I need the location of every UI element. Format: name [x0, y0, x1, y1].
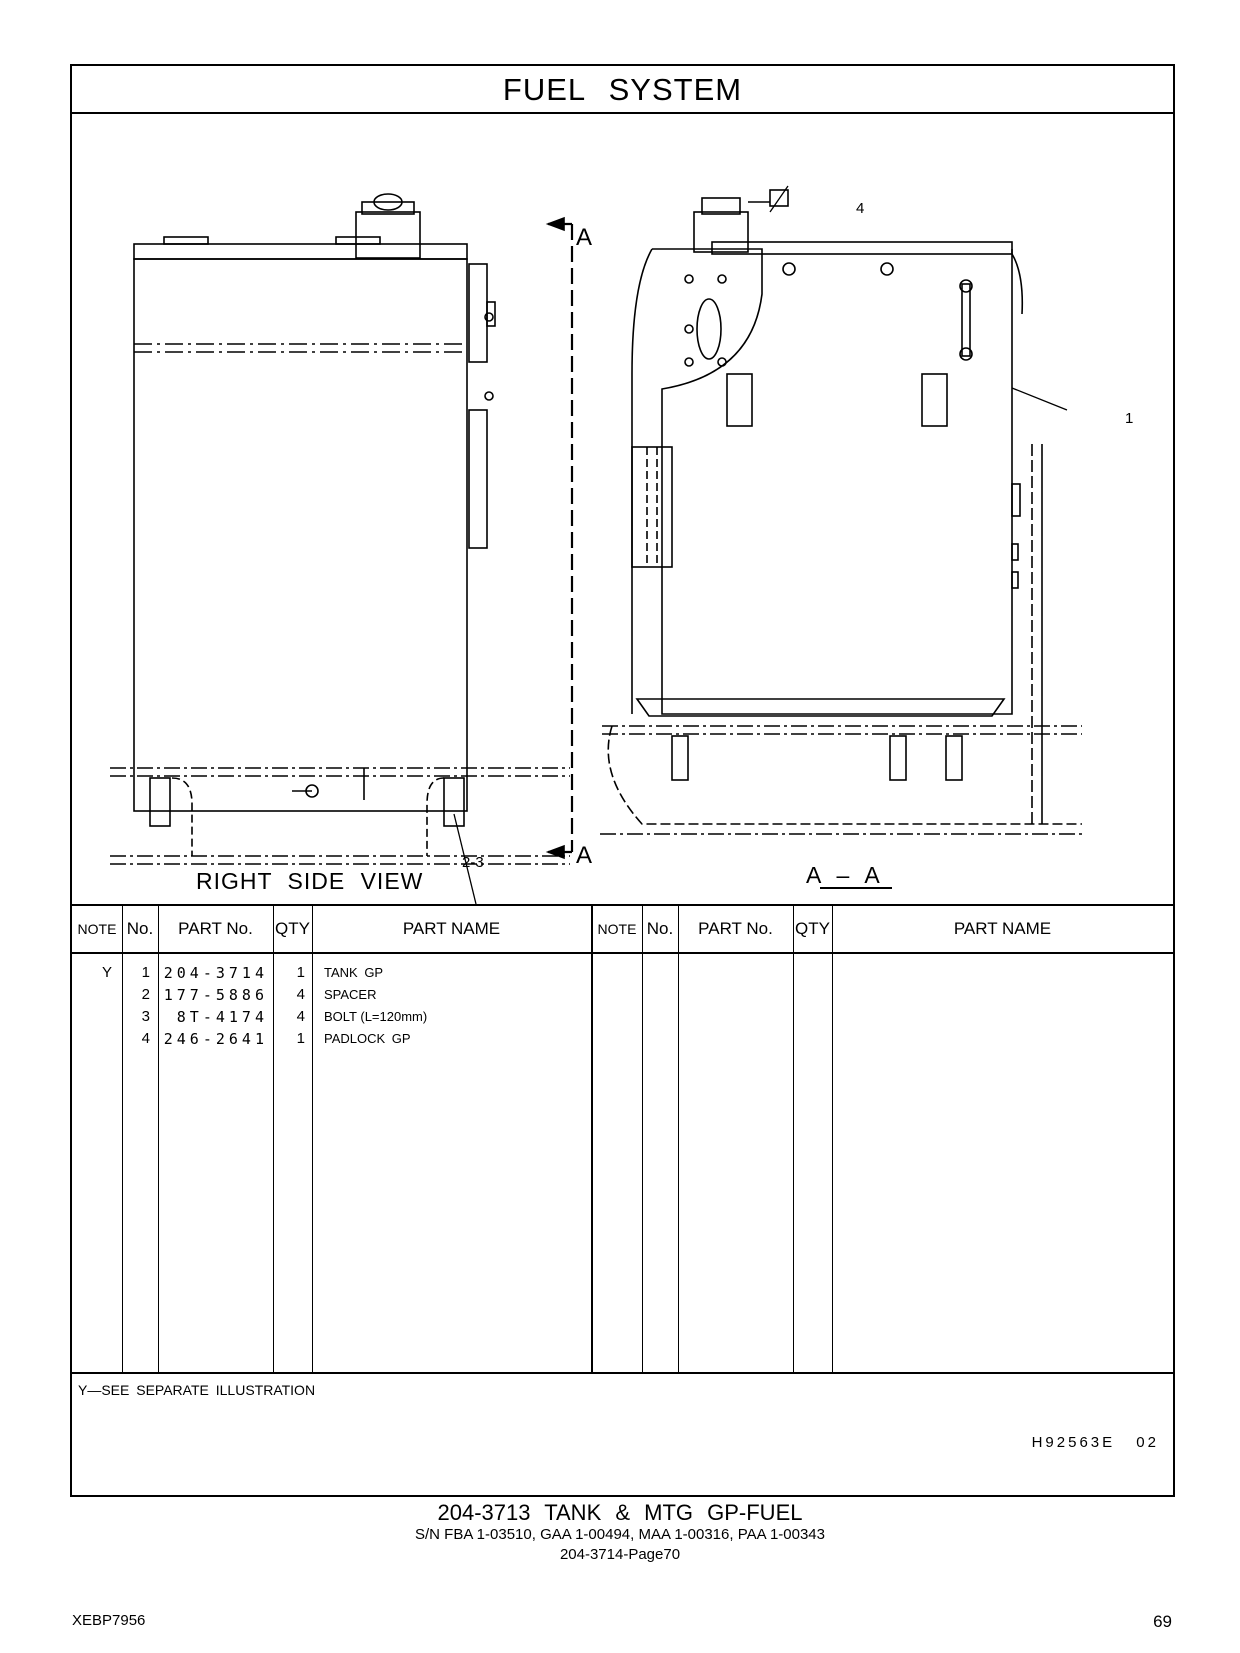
section-mark-bottom: A — [576, 842, 593, 869]
callout-2-3: 2-3 — [462, 854, 484, 871]
row-1-qty: 1 — [296, 964, 305, 981]
col-divider — [642, 906, 643, 1372]
section-view-label: A – A — [806, 862, 881, 888]
notes-area — [72, 1372, 1173, 1495]
row-4-qty: 1 — [296, 1030, 305, 1047]
header-qty: QTY — [275, 919, 310, 938]
section-mark-top: A — [576, 224, 593, 251]
header-part-no-right: PART No. — [698, 919, 773, 938]
parts-table — [72, 904, 1173, 1372]
row-4-part-no: 246-2641 — [163, 1030, 268, 1048]
fuel-system-drawing — [72, 114, 1173, 904]
row-1-no: 1 — [141, 964, 150, 981]
row-2-name: SPACER — [324, 987, 377, 1002]
row-4-name: PADLOCK GP — [324, 1031, 411, 1046]
row-1-name: TANK GP — [324, 965, 384, 980]
row-2-no: 2 — [141, 986, 150, 1003]
header-note-right: NOTE — [597, 921, 637, 937]
col-divider — [793, 906, 794, 1372]
header-part-name: PART NAME — [402, 919, 501, 938]
header-no: No. — [126, 919, 154, 938]
illustration-number: H92563E 02 — [1031, 1434, 1159, 1451]
section-a-a-tank — [600, 186, 1082, 888]
header-note: NOTE — [77, 921, 117, 937]
header-qty-right: QTY — [795, 919, 830, 938]
callout-4: 4 — [856, 200, 865, 217]
technical-illustration — [72, 114, 1173, 904]
page-frame — [70, 64, 1175, 1497]
page-reference: 204-3714-Page70 — [559, 1546, 681, 1563]
callout-1: 1 — [1125, 410, 1134, 427]
footnote: Y—SEE SEPARATE ILLUSTRATION — [78, 1382, 316, 1398]
row-1-note: Y — [101, 964, 112, 981]
right-side-view-tank — [110, 194, 570, 904]
page-number: 69 — [1153, 1612, 1172, 1631]
page-title: FUEL SYSTEM — [72, 66, 1173, 114]
header-part-name-right: PART NAME — [953, 919, 1052, 938]
document-id: XEBP7956 — [72, 1612, 146, 1629]
header-no-right: No. — [646, 919, 674, 938]
right-side-view-label: RIGHT SIDE VIEW — [196, 868, 424, 894]
header-part-no: PART No. — [178, 919, 253, 938]
section-line-a — [548, 218, 572, 858]
row-2-part-no: 177-5886 — [163, 986, 268, 1004]
col-divider — [832, 906, 833, 1372]
row-3-part-no: 8T-4174 — [176, 1008, 268, 1026]
col-divider — [678, 906, 679, 1372]
col-divider — [312, 906, 313, 1372]
group-caption: 204-3713 TANK & MTG GP-FUEL — [437, 1500, 803, 1525]
col-divider — [591, 906, 593, 1372]
row-2-qty: 4 — [296, 986, 305, 1003]
row-3-name: BOLT (L=120mm) — [324, 1009, 428, 1024]
row-4-no: 4 — [141, 1030, 150, 1047]
serial-numbers: S/N FBA 1-03510, GAA 1-00494, MAA 1-00316, PAA 1-00343 — [415, 1526, 825, 1543]
row-3-qty: 4 — [296, 1008, 305, 1025]
header-divider — [72, 952, 1173, 954]
row-1-part-no: 204-3714 — [163, 964, 268, 982]
row-3-no: 3 — [141, 1008, 150, 1025]
